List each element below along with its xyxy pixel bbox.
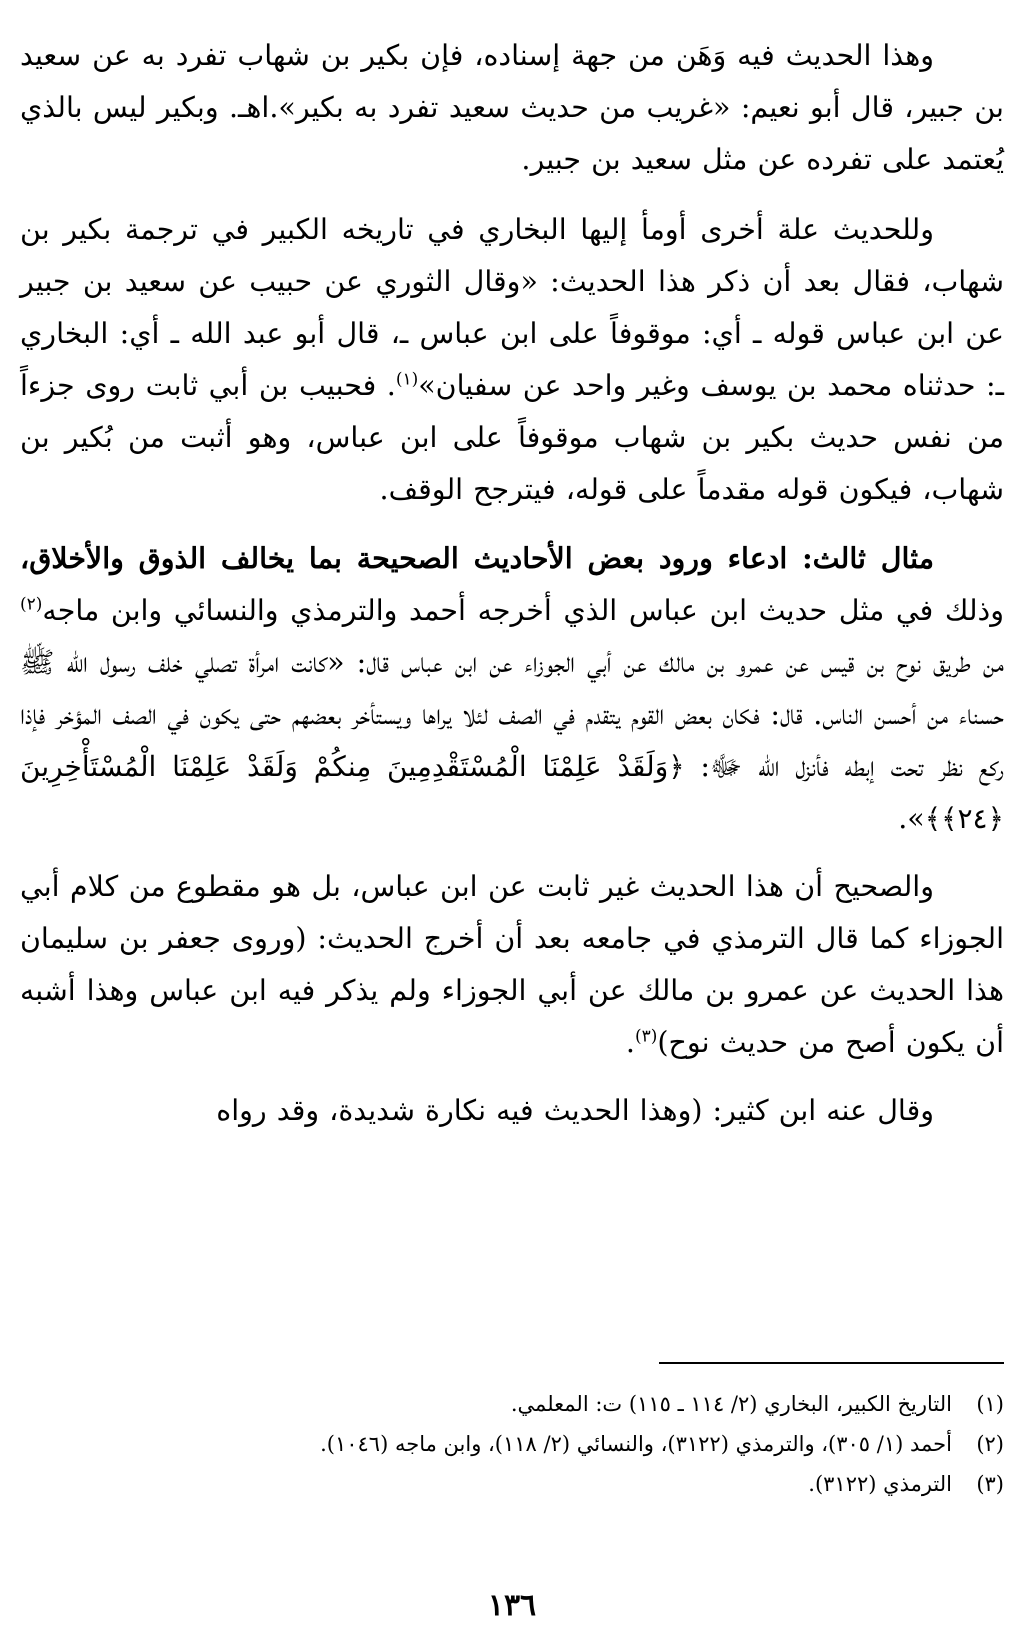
footnotes bbox=[20, 1384, 1004, 1504]
footnote-text: الترمذي (٣١٢٢). bbox=[808, 1472, 952, 1496]
example-heading: مثال ثالث: ادعاء ورود بعض الأحاديث الصحيحة بما يخالف الذوق والأخلاق، bbox=[20, 541, 934, 575]
footnote-number: (٣) bbox=[976, 1472, 1004, 1496]
paragraph-3-text-b: من طريق نوح بن قيس عن عمرو بن مالك عن أبي الجوزاء عن ابن عباس قال: «كانت امرأة تصلي خلف رسول الله ﷺ حسناء من أحسن الناس. قال: فكان بعض القوم يتقدم في الصف لئلا يراها ويستأخر بعضهم حتى يكون في الصف المؤخر فإذا ركع نظر تحت إبطه فأنزل الله ﷻ: bbox=[20, 646, 1004, 783]
footnote-number: (٢) bbox=[976, 1432, 1004, 1456]
footnote-1 bbox=[20, 1384, 1004, 1424]
footnote-number: (١) bbox=[976, 1392, 1004, 1416]
page-number: ١٣٦ bbox=[487, 1588, 537, 1623]
paragraph-4 bbox=[20, 861, 1004, 1069]
footnote-ref-3[interactable]: (٣) bbox=[634, 1026, 658, 1047]
paragraph-3 bbox=[20, 532, 1004, 845]
footnote-text: التاريخ الكبير، البخاري (٢/ ١١٤ ـ ١١٥) ت: المعلمي. bbox=[510, 1392, 952, 1416]
footnote-3 bbox=[20, 1464, 1004, 1504]
paragraph-2 bbox=[20, 204, 1004, 516]
footnote-ref-1[interactable]: (١) bbox=[395, 369, 419, 390]
paragraph-5-text: وقال عنه ابن كثير: (وهذا الحديث فيه نكارة شديدة، وقد رواه bbox=[216, 1094, 934, 1127]
footnote-ref-2[interactable]: (٢) bbox=[20, 594, 43, 615]
page-body bbox=[20, 30, 1004, 1137]
quran-verse: ﴿وَلَقَدْ عَلِمْنَا الْمُسْتَقْدِمِينَ مِنكُمْ وَلَقَدْ عَلِمْنَا الْمُسْتَأْخِرِينَ ﴿٢٤﴾﴾ bbox=[20, 750, 1004, 835]
paragraph-3-text-a: وذلك في مثل حديث ابن عباس الذي أخرجه أحمد والترمذي والنسائي وابن ماجه bbox=[42, 594, 1004, 627]
footnote-separator bbox=[659, 1362, 1004, 1364]
paragraph-1 bbox=[20, 30, 1004, 186]
paragraph-3-text-c: ». bbox=[898, 802, 925, 835]
paragraph-2-text-b: . فحبيب بن أبي ثابت روى جزءاً من نفس حديث بكير بن شهاب موقوفاً على ابن عباس، وهو أثبت من بُكير بن شهاب، فيكون قوله مقدماً على قوله، فيترجح الوقف. bbox=[20, 369, 1004, 506]
paragraph-5 bbox=[20, 1085, 1004, 1137]
paragraph-4-text-b: . bbox=[625, 1026, 635, 1059]
paragraph-2-text-a: وللحديث علة أخرى أومأ إليها البخاري في تاريخه الكبير في ترجمة بكير بن شهاب، فقال بعد أن ذكر هذا الحديث: «وقال الثوري عن حبيب عن سعيد بن جبير عن ابن عباس قوله ـ أي: موقوفاً على ابن عباس ـ، قال أبو عبد الله ـ أي: البخاري ـ: حدثناه محمد بن يوسف وغير واحد عن سفيان» bbox=[20, 213, 1004, 402]
paragraph-4-text-a: والصحيح أن هذا الحديث غير ثابت عن ابن عباس، بل هو مقطوع من كلام أبي الجوزاء كما قال الترمذي في جامعه بعد أن أخرج الحديث: (وروى جعفر بن سليمان هذا الحديث عن عمرو بن مالك عن أبي الجوزاء ولم يذكر فيه ابن عباس وهذا أشبه أن يكون أصح من حديث نوح) bbox=[20, 870, 1004, 1059]
footnote-text: أحمد (١/ ٣٠٥)، والترمذي (٣١٢٢)، والنسائي (٢/ ١١٨)، وابن ماجه (١٠٤٦). bbox=[320, 1432, 952, 1456]
paragraph-1-text: وهذا الحديث فيه وَهَن من جهة إسناده، فإن بكير بن شهاب تفرد به عن سعيد بن جبير، قال أبو نعيم: «غريب من حديث سعيد تفرد به بكير».اهـ. وبكير ليس بالذي يُعتمد على تفرده عن مثل سعيد بن جبير. bbox=[20, 39, 1004, 176]
footnote-2 bbox=[20, 1424, 1004, 1464]
